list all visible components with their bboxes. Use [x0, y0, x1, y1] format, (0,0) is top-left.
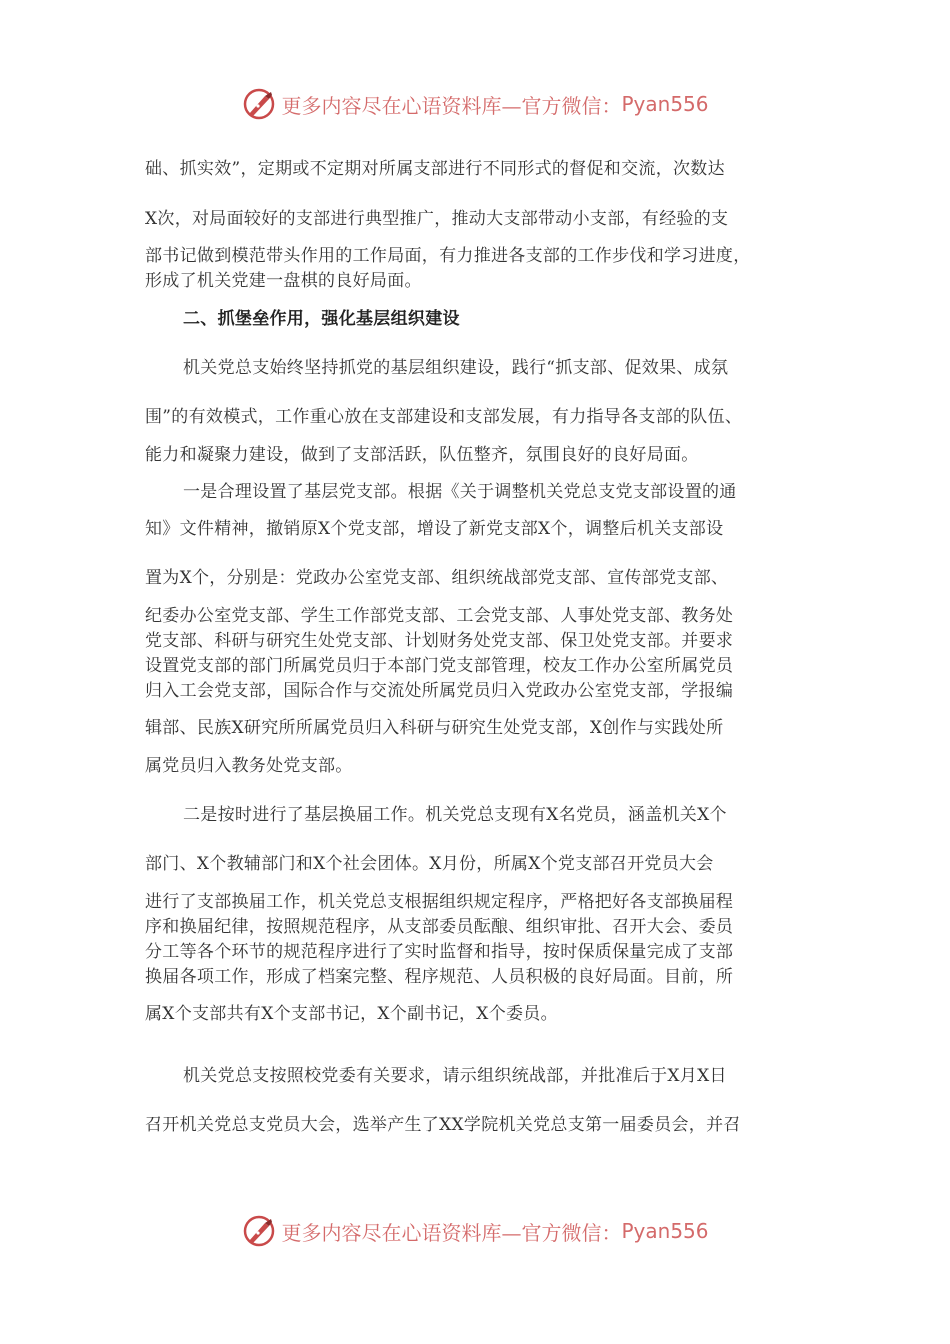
body-line: 机关党总支始终坚持抓党的基层组织建设，践行“抓支部、促效果、成氛	[183, 358, 729, 378]
body-line: 归入工会党支部，国际合作与交流处所属党员归入党政办公室党支部，学报编	[145, 681, 734, 701]
body-line: 序和换届纪律，按照规范程序，从支部委员酝酿、组织审批、召开大会、委员	[145, 917, 734, 937]
body-line: 一是合理设置了基层党支部。根据《关于调整机关党总支党支部设置的通	[183, 482, 737, 502]
body-line: 召开机关党总支党员大会，选举产生了XX学院机关党总支第一届委员会，并召	[145, 1115, 741, 1135]
body-line: 设置党支部的部门所属党员归于本部门党支部管理，校友工作办公室所属党员	[145, 656, 734, 676]
body-line: 能力和凝聚力建设，做到了支部活跃，队伍整齐，氛围良好的良好局面。	[145, 445, 699, 465]
body-line: 知》文件精神，撤销原X个党支部，增设了新党支部X个，调整后机关支部设	[145, 519, 724, 539]
body-line: X次，对局面较好的支部进行典型推广，推动大支部带动小支部，有经验的支	[145, 209, 729, 229]
body-line: 进行了支部换届工作，机关党总支根据组织规定程序，严格把好各支部换届程	[145, 892, 734, 912]
body-line: 置为X个，分别是：党政办公室党支部、组织统战部党支部、宣传部党支部、	[145, 568, 729, 588]
body-line: 围”的有效模式，工作重心放在支部建设和支部发展，有力指导各支部的队伍、	[145, 407, 743, 427]
body-line: 部书记做到模范带头作用的工作局面，有力推进各支部的工作步伐和学习进度，	[145, 246, 751, 266]
body-line: 形成了机关党建一盘棋的良好局面。	[145, 271, 422, 291]
body-line: 分工等各个环节的规范程序进行了实时监督和指导，按时保质保量完成了支部	[145, 942, 734, 962]
wechat-id: Pyan556	[621, 92, 709, 116]
body-line: 纪委办公室党支部、学生工作部党支部、工会党支部、人事处党支部、教务处	[145, 606, 734, 626]
pen-nib-logo-icon	[241, 1213, 277, 1249]
section-heading: 二、抓堡垒作用，强化基层组织建设	[183, 309, 460, 329]
body-line: 机关党总支按照校党委有关要求，请示组织统战部，并批准后于X月X日	[183, 1066, 727, 1086]
body-line: 础、抓实效”，定期或不定期对所属支部进行不同形式的督促和交流，次数达	[145, 159, 725, 179]
pen-nib-logo-icon	[241, 86, 277, 122]
body-line: 党支部、科研与研究生处党支部、计划财务处党支部、保卫处党支部。并要求	[145, 631, 734, 651]
body-line: 换届各项工作，形成了档案完整、程序规范、人员积极的良好局面。目前，所	[145, 967, 734, 987]
banner-text: 更多内容尽在心语资料库—官方微信：	[281, 93, 622, 118]
banner-text: 更多内容尽在心语资料库—官方微信：	[281, 1220, 622, 1245]
body-line: 部门、X个教辅部门和X个社会团体。X月份，所属X个党支部召开党员大会	[145, 854, 714, 874]
body-line: 辑部、民族X研究所所属党员归入科研与研究生处党支部，X创作与实践处所	[145, 718, 724, 738]
footer-banner	[0, 1211, 950, 1251]
body-line: 二是按时进行了基层换届工作。机关党总支现有X名党员，涵盖机关X个	[183, 805, 727, 825]
header-banner	[0, 84, 950, 124]
body-line: 属党员归入教务处党支部。	[145, 756, 353, 776]
wechat-id: Pyan556	[621, 1219, 709, 1243]
body-line: 属X个支部共有X个支部书记，X个副书记，X个委员。	[145, 1004, 558, 1024]
